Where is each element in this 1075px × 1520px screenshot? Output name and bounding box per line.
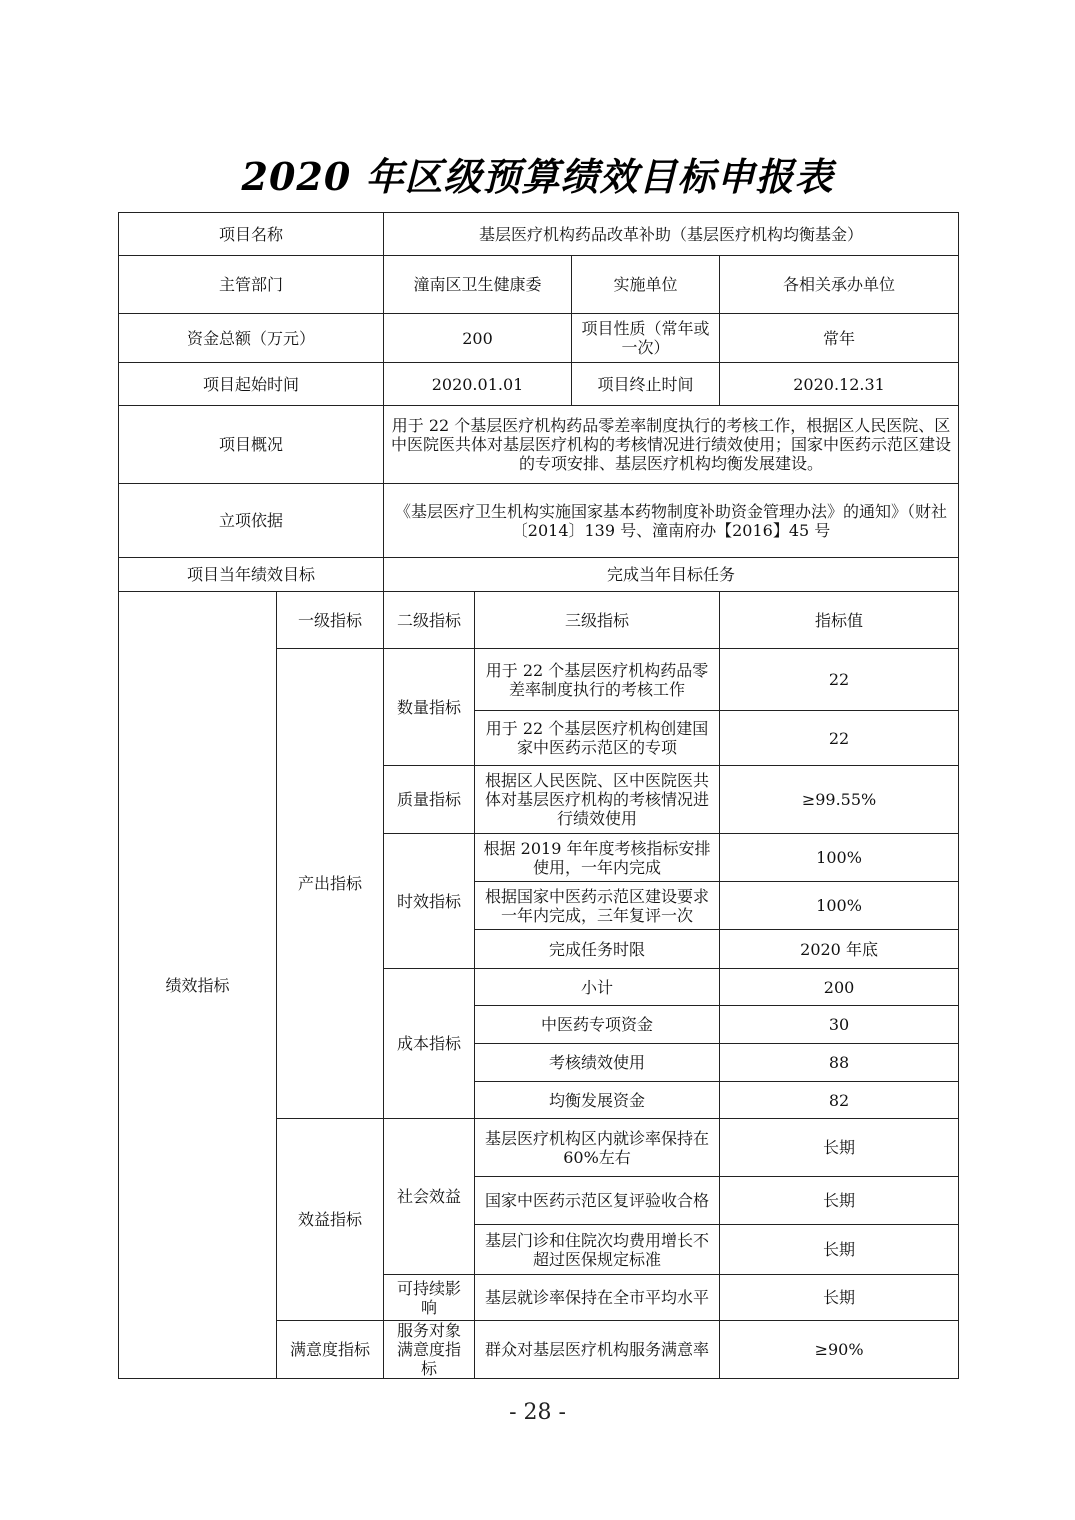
start-value: 2020.01.01 — [384, 363, 572, 406]
basis-label: 立项依据 — [119, 484, 384, 558]
indicator-name: 基层医疗机构区内就诊率保持在 60%左右 — [475, 1119, 720, 1177]
impl-unit-label: 实施单位 — [572, 256, 720, 314]
row-goal — [119, 558, 959, 592]
col-value-header: 指标值 — [720, 592, 959, 649]
indicator-name: 基层就诊率保持在全市平均水平 — [475, 1275, 720, 1321]
start-label: 项目起始时间 — [119, 363, 384, 406]
end-value: 2020.12.31 — [720, 363, 959, 406]
col-level2-header: 二级指标 — [384, 592, 475, 649]
output-label: 产出指标 — [277, 649, 384, 1119]
dept-value: 潼南区卫生健康委 — [384, 256, 572, 314]
impl-unit-value: 各相关承办单位 — [720, 256, 959, 314]
indicator-value: 2020 年底 — [720, 930, 959, 969]
quantity-label: 数量指标 — [384, 649, 475, 766]
page-number: - 28 - — [509, 1400, 566, 1425]
goal-value: 完成当年目标任务 — [384, 558, 959, 592]
overview-value: 用于 22 个基层医疗机构药品零差率制度执行的考核工作，根据区人民医院、区中医院医共体对基层医疗机构的考核情况进行绩效使用；国家中医药示范区建设的专项安排、基层医疗机构均衡发展建设。 — [384, 406, 959, 484]
project-name-value: 基层医疗机构药品改革补助（基层医疗机构均衡基金） — [384, 213, 959, 256]
indicator-name: 完成任务时限 — [475, 930, 720, 969]
indicator-value: 长期 — [720, 1225, 959, 1275]
indicator-value: 200 — [720, 969, 959, 1006]
indicator-header-row — [119, 592, 959, 649]
indicator-name: 用于 22 个基层医疗机构创建国家中医药示范区的专项 — [475, 711, 720, 766]
basis-value: 《基层医疗卫生机构实施国家基本药物制度补助资金管理办法》的通知》（财社〔2014〕139 号、潼南府办【2016】45 号 — [384, 484, 959, 558]
indicator-name: 根据区人民医院、区中医院医共体对基层医疗机构的考核情况进行绩效使用 — [475, 766, 720, 834]
total-funds-value: 200 — [384, 314, 572, 363]
indicator-name: 根据 2019 年年度考核指标安排使用，一年内完成 — [475, 834, 720, 882]
col-level1-header: 一级指标 — [277, 592, 384, 649]
indicators-section-label: 绩效指标 — [119, 592, 277, 1379]
overview-label: 项目概况 — [119, 406, 384, 484]
row-funds — [119, 314, 959, 363]
indicator-value: 82 — [720, 1082, 959, 1119]
indicator-name: 国家中医药示范区复评验收合格 — [475, 1177, 720, 1225]
total-funds-label: 资金总额（万元） — [119, 314, 384, 363]
indicator-value: 88 — [720, 1044, 959, 1082]
indicator-value: ≥99.55% — [720, 766, 959, 834]
performance-form-table — [118, 212, 959, 1379]
nature-value: 常年 — [720, 314, 959, 363]
nature-label: 项目性质（常年或一次） — [572, 314, 720, 363]
social-label: 社会效益 — [384, 1119, 475, 1275]
row-project-name — [119, 213, 959, 256]
row-department — [119, 256, 959, 314]
indicator-name: 均衡发展资金 — [475, 1082, 720, 1119]
col-level3-header: 三级指标 — [475, 592, 720, 649]
indicator-name: 考核绩效使用 — [475, 1044, 720, 1082]
indicator-value: ≥90% — [720, 1321, 959, 1379]
row-overview — [119, 406, 959, 484]
indicator-name: 用于 22 个基层医疗机构药品零差率制度执行的考核工作 — [475, 649, 720, 711]
indicator-name: 基层门诊和住院次均费用增长不超过医保规定标准 — [475, 1225, 720, 1275]
indicator-value: 长期 — [720, 1177, 959, 1225]
end-label: 项目终止时间 — [572, 363, 720, 406]
satisfaction-label: 满意度指标 — [277, 1321, 384, 1379]
benefit-label: 效益指标 — [277, 1119, 384, 1321]
service-satisfaction-label: 服务对象满意度指标 — [384, 1321, 475, 1379]
row-basis — [119, 484, 959, 558]
project-name-label: 项目名称 — [119, 213, 384, 256]
indicator-name: 根据国家中医药示范区建设要求一年内完成，三年复评一次 — [475, 882, 720, 930]
cost-label: 成本指标 — [384, 969, 475, 1119]
indicator-value: 100% — [720, 882, 959, 930]
indicator-value: 22 — [720, 649, 959, 711]
goal-label: 项目当年绩效目标 — [119, 558, 384, 592]
indicator-value: 长期 — [720, 1275, 959, 1321]
timeliness-label: 时效指标 — [384, 834, 475, 969]
indicator-value: 22 — [720, 711, 959, 766]
sustain-label: 可持续影响 — [384, 1275, 475, 1321]
indicator-value: 30 — [720, 1006, 959, 1044]
indicator-name: 中医药专项资金 — [475, 1006, 720, 1044]
row-period — [119, 363, 959, 406]
quality-label: 质量指标 — [384, 766, 475, 834]
page-title: 2020 年区级预算绩效目标申报表 — [241, 154, 834, 199]
indicator-name: 群众对基层医疗机构服务满意率 — [475, 1321, 720, 1379]
indicator-value: 100% — [720, 834, 959, 882]
dept-label: 主管部门 — [119, 256, 384, 314]
indicator-name: 小计 — [475, 969, 720, 1006]
indicator-value: 长期 — [720, 1119, 959, 1177]
